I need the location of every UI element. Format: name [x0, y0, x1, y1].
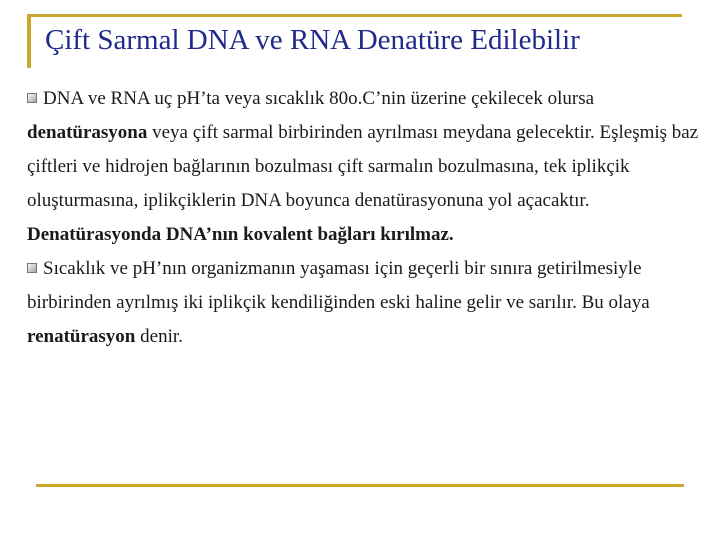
- bullet-paragraph-1: [27, 82, 713, 252]
- bullet-1-bold-1: denatürasyona: [27, 122, 148, 143]
- bullet-2-bold-1: renatürasyon: [27, 326, 136, 347]
- slide-title: Çift Sarmal DNA ve RNA Denatüre Edilebilir: [45, 24, 580, 56]
- bullet-2-text-1: Sıcaklık ve pH’nın organizmanın yaşaması için geçerli bir sınıra getirilmesiyle birbirinden ayrılmış iki iplikçik kendiliğinden eski haline gelir ve sarılır. Bu olaya: [27, 258, 650, 313]
- title-frame-left-border: [27, 14, 31, 68]
- slide-body: [27, 82, 713, 354]
- bullet-1-bold-2: Denatürasyonda DNA’nın kovalent bağları kırılmaz.: [27, 224, 454, 245]
- bullet-1-text-1: DNA ve RNA uç pH’ta veya sıcaklık 80o.C’nin üzerine çekilecek olursa: [43, 88, 595, 109]
- square-bullet-icon: [27, 93, 37, 103]
- bullet-1-text-2: veya çift sarmal birbirinden ayrılması meydana gelecektir. Eşleşmiş baz çiftleri ve hidrojen bağlarının bozulması çift sarmalın bozulmasına, tek iplikçik oluşturmasına, iplikçiklerin DNA boyunca denatürasyonuna yol açacaktır.: [27, 122, 699, 211]
- title-frame-top-border: [27, 14, 682, 17]
- square-bullet-icon: [27, 263, 37, 273]
- bullet-2-text-2: denir.: [135, 326, 183, 347]
- bottom-rule: [36, 484, 684, 487]
- bullet-paragraph-2: [27, 252, 713, 354]
